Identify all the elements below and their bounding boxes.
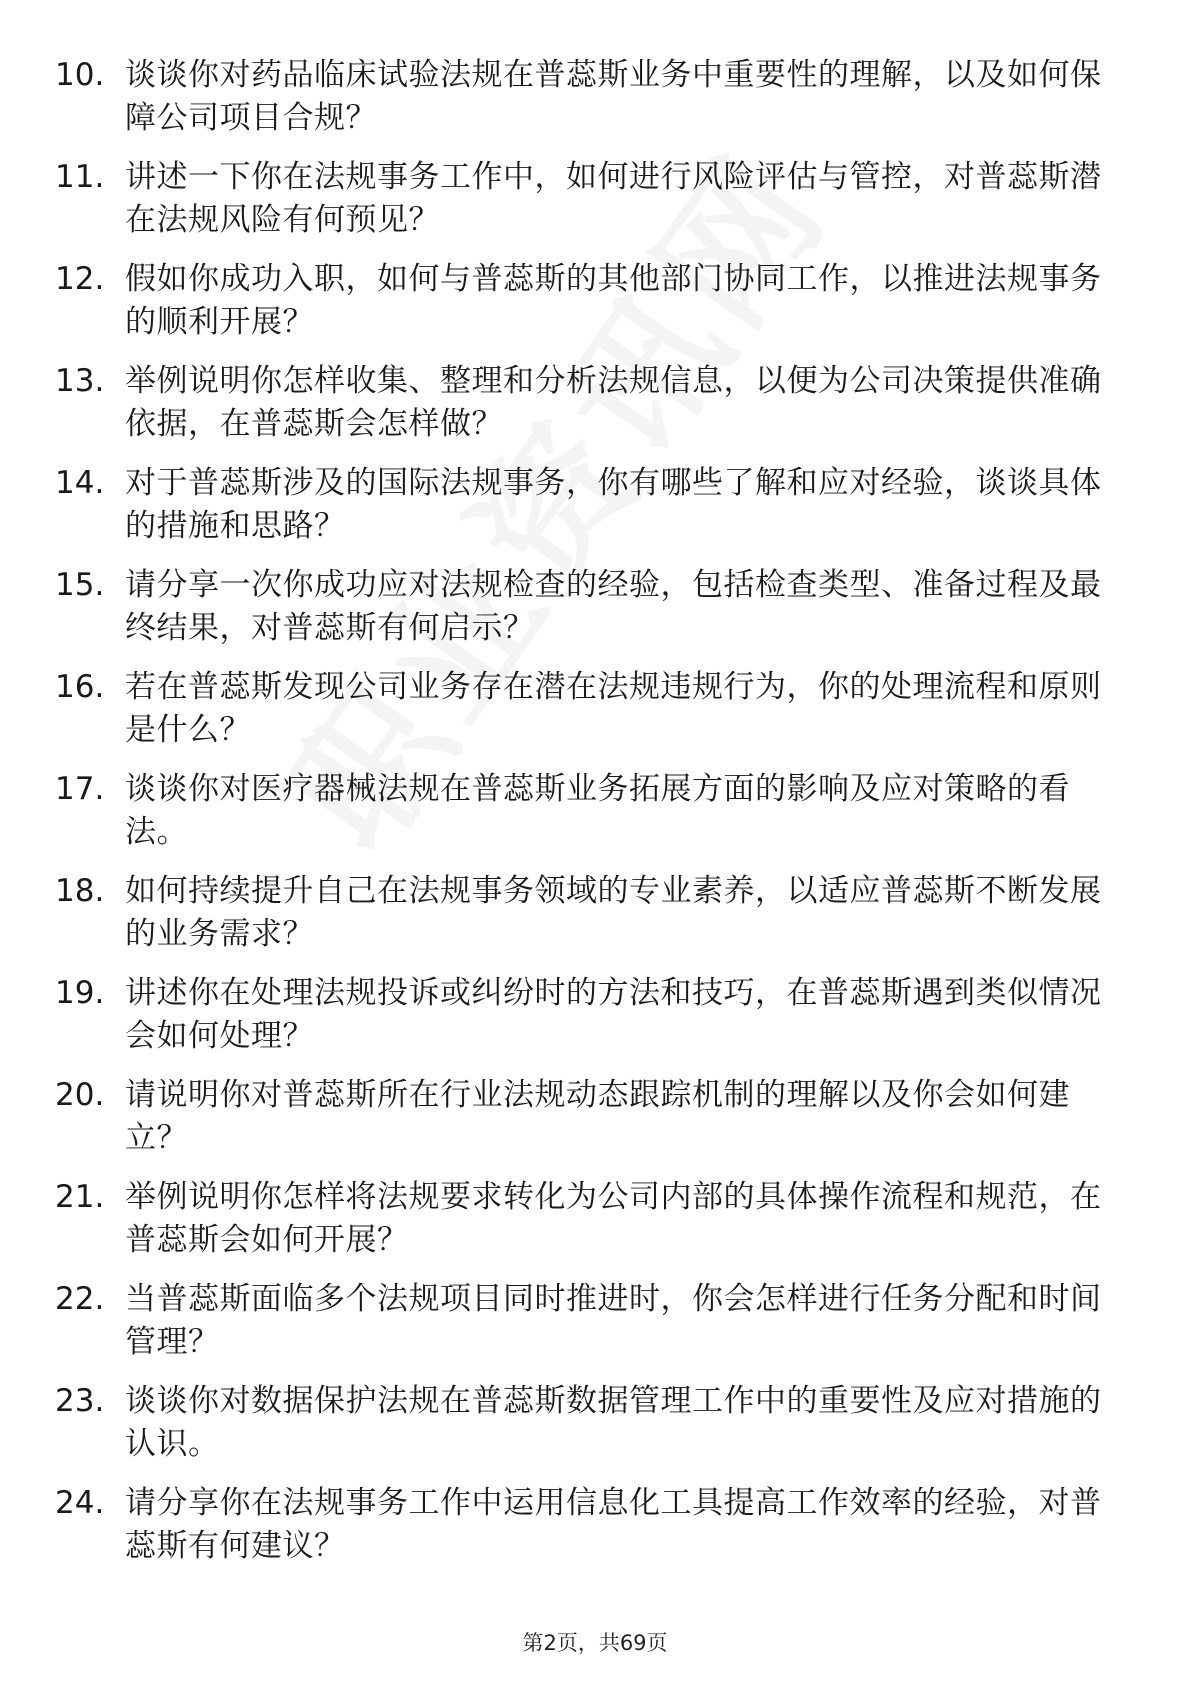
question-number: 10. xyxy=(55,57,105,93)
question-number: 16. xyxy=(55,669,105,705)
question-number: 20. xyxy=(55,1077,105,1113)
question-text: 谈谈你对医疗器械法规在普蕊斯业务拓展方面的影响及应对策略的看法。 xyxy=(125,771,1070,850)
question-text: 假如你成功入职，如何与普蕊斯的其他部门协同工作，以推进法规事务的顺利开展？ xyxy=(125,261,1102,340)
question-item xyxy=(55,462,1115,548)
question-number: 21. xyxy=(55,1179,105,1215)
question-number: 22. xyxy=(55,1281,105,1317)
question-text: 如何持续提升自己在法规事务领域的专业素养，以适应普蕊斯不断发展的业务需求？ xyxy=(125,873,1102,952)
question-text: 讲述一下你在法规事务工作中，如何进行风险评估与管控，对普蕊斯潜在法规风险有何预见？ xyxy=(125,159,1102,238)
question-text: 对于普蕊斯涉及的国际法规事务，你有哪些了解和应对经验，谈谈具体的措施和思路？ xyxy=(125,465,1102,544)
question-item xyxy=(55,156,1115,242)
question-text: 谈谈你对数据保护法规在普蕊斯数据管理工作中的重要性及应对措施的认识。 xyxy=(125,1383,1102,1462)
question-item xyxy=(55,666,1115,752)
question-item xyxy=(55,258,1115,344)
question-item xyxy=(55,1074,1115,1160)
question-number: 19. xyxy=(55,975,105,1011)
question-text: 当普蕊斯面临多个法规项目同时推进时，你会怎样进行任务分配和时间管理？ xyxy=(125,1281,1102,1360)
question-item xyxy=(55,1176,1115,1262)
question-item xyxy=(55,1278,1115,1364)
page-footer xyxy=(0,1627,1190,1657)
question-number: 13. xyxy=(55,363,105,399)
question-text: 举例说明你怎样将法规要求转化为公司内部的具体操作流程和规范，在普蕊斯会如何开展？ xyxy=(125,1179,1102,1258)
question-text: 谈谈你对药品临床试验法规在普蕊斯业务中重要性的理解，以及如何保障公司项目合规？ xyxy=(125,57,1102,136)
question-number: 11. xyxy=(55,159,105,195)
question-text: 请说明你对普蕊斯所在行业法规动态跟踪机制的理解以及你会如何建立？ xyxy=(125,1077,1070,1156)
question-number: 23. xyxy=(55,1383,105,1419)
question-item xyxy=(55,768,1115,854)
question-number: 14. xyxy=(55,465,105,501)
question-number: 18. xyxy=(55,873,105,909)
question-item xyxy=(55,54,1115,140)
question-number: 24. xyxy=(55,1485,105,1521)
question-list xyxy=(55,54,1115,1584)
question-number: 15. xyxy=(55,567,105,603)
question-text: 举例说明你怎样收集、整理和分析法规信息，以便为公司决策提供准确依据，在普蕊斯会怎样做？ xyxy=(125,363,1102,442)
question-text: 请分享你在法规事务工作中运用信息化工具提高工作效率的经验，对普蕊斯有何建议？ xyxy=(125,1485,1102,1564)
question-item xyxy=(55,564,1115,650)
question-item xyxy=(55,972,1115,1058)
question-item xyxy=(55,1380,1115,1466)
question-number: 12. xyxy=(55,261,105,297)
question-item xyxy=(55,1482,1115,1568)
page-number-label: 第2页，共69页 xyxy=(522,1631,668,1655)
question-item xyxy=(55,870,1115,956)
question-text: 请分享一次你成功应对法规检查的经验，包括检查类型、准备过程及最终结果，对普蕊斯有何启示？ xyxy=(125,567,1102,646)
question-number: 17. xyxy=(55,771,105,807)
question-item xyxy=(55,360,1115,446)
question-text: 讲述你在处理法规投诉或纠纷时的方法和技巧，在普蕊斯遇到类似情况会如何处理？ xyxy=(125,975,1102,1054)
question-text: 若在普蕊斯发现公司业务存在潜在法规违规行为，你的处理流程和原则是什么？ xyxy=(125,669,1102,748)
